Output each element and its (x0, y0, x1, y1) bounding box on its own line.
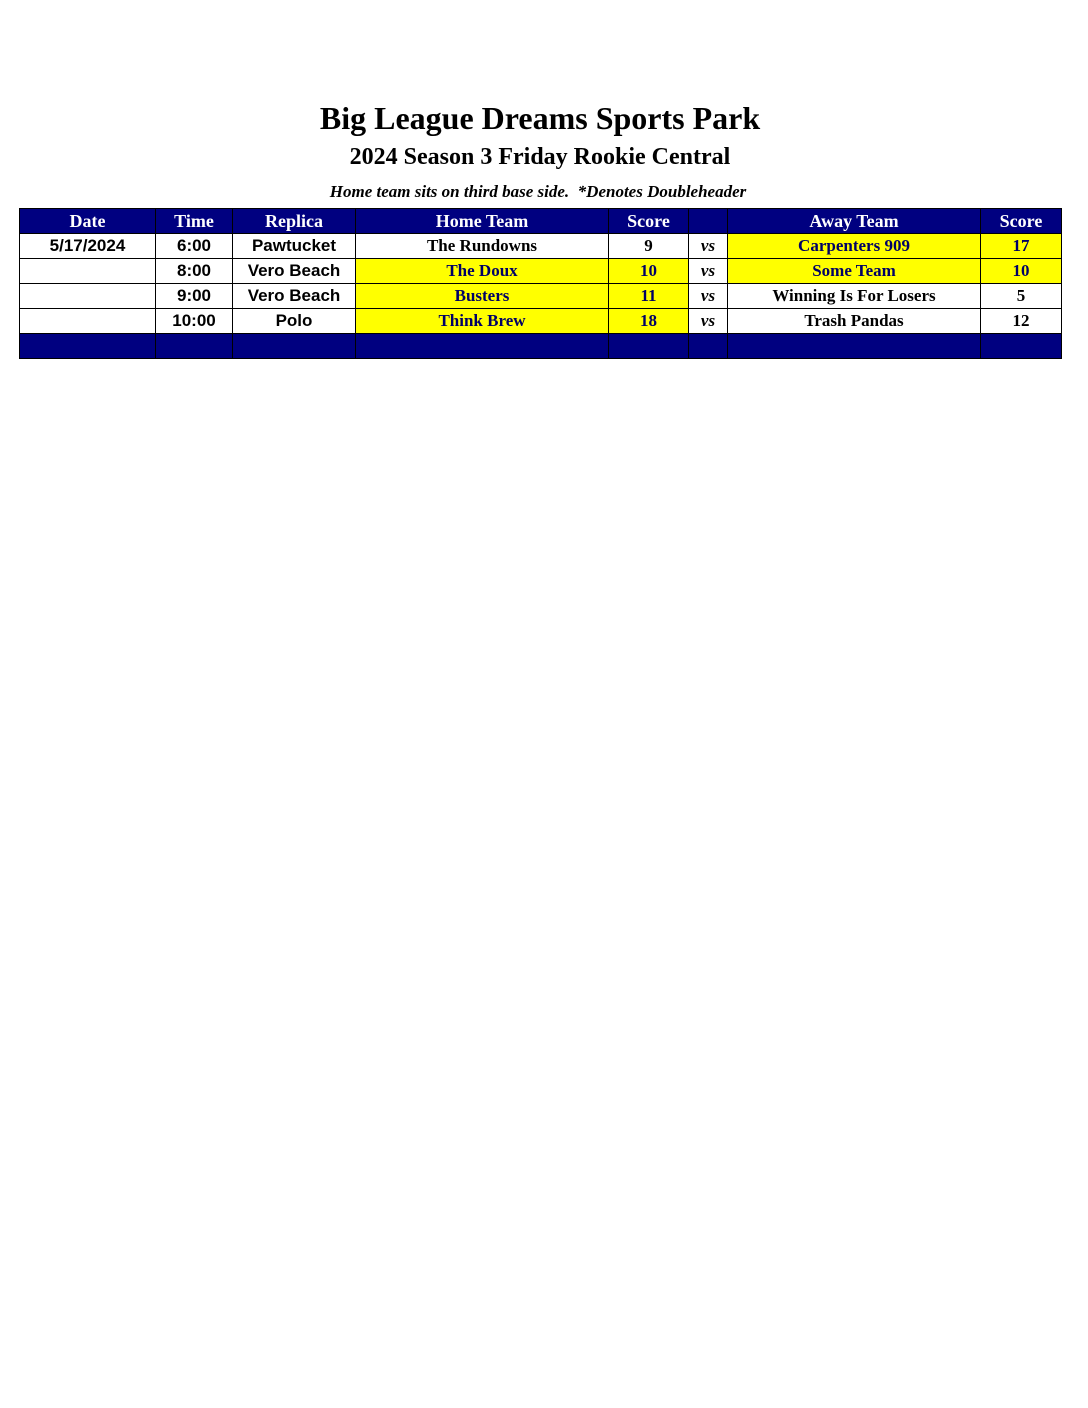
replica-cell: Polo (233, 309, 356, 334)
home-team-cell: Busters (356, 284, 609, 309)
table-row (20, 309, 1062, 334)
column-header-away-team: Away Team (728, 209, 981, 234)
home-team-cell: Think Brew (356, 309, 609, 334)
footer-cell (156, 334, 233, 359)
home-score-cell: 9 (609, 234, 689, 259)
table-row (20, 284, 1062, 309)
replica-cell: Vero Beach (233, 284, 356, 309)
footer-cell (609, 334, 689, 359)
away-score-cell: 17 (981, 234, 1062, 259)
footer-cell (689, 334, 728, 359)
date-cell: 5/17/2024 (20, 234, 156, 259)
away-score-cell: 5 (981, 284, 1062, 309)
table-footer-row (20, 334, 1062, 359)
home-score-cell: 18 (609, 309, 689, 334)
away-team-cell: Winning Is For Losers (728, 284, 981, 309)
time-cell: 9:00 (156, 284, 233, 309)
column-header-replica: Replica (233, 209, 356, 234)
column-header-away-score: Score (981, 209, 1062, 234)
date-cell (20, 309, 156, 334)
time-cell: 6:00 (156, 234, 233, 259)
time-cell: 10:00 (156, 309, 233, 334)
away-team-cell: Carpenters 909 (728, 234, 981, 259)
footer-cell (356, 334, 609, 359)
schedule-table (19, 208, 1062, 359)
column-header-home-score: Score (609, 209, 689, 234)
footer-cell (20, 334, 156, 359)
away-score-cell: 12 (981, 309, 1062, 334)
home-team-cell: The Doux (356, 259, 609, 284)
away-team-cell: Some Team (728, 259, 981, 284)
page-subtitle: 2024 Season 3 Friday Rookie Central (349, 144, 731, 170)
footer-cell (728, 334, 981, 359)
vs-cell: vs (689, 309, 728, 334)
home-team-cell: The Rundowns (356, 234, 609, 259)
vs-cell: vs (689, 234, 728, 259)
table-header-row (20, 209, 1062, 234)
doubleheader-note: Home team sits on third base side. *Denotes Doubleheader (329, 182, 747, 201)
away-score-cell: 10 (981, 259, 1062, 284)
vs-cell: vs (689, 284, 728, 309)
date-cell (20, 259, 156, 284)
page-title: Big League Dreams Sports Park (319, 100, 761, 136)
column-header-home-team: Home Team (356, 209, 609, 234)
table-row (20, 234, 1062, 259)
footer-cell (981, 334, 1062, 359)
column-header-date: Date (20, 209, 156, 234)
vs-cell: vs (689, 259, 728, 284)
replica-cell: Pawtucket (233, 234, 356, 259)
replica-cell: Vero Beach (233, 259, 356, 284)
table-row (20, 259, 1062, 284)
date-cell (20, 284, 156, 309)
column-header-vs (689, 209, 728, 234)
footer-cell (233, 334, 356, 359)
home-score-cell: 11 (609, 284, 689, 309)
column-header-time: Time (156, 209, 233, 234)
time-cell: 8:00 (156, 259, 233, 284)
home-score-cell: 10 (609, 259, 689, 284)
away-team-cell: Trash Pandas (728, 309, 981, 334)
